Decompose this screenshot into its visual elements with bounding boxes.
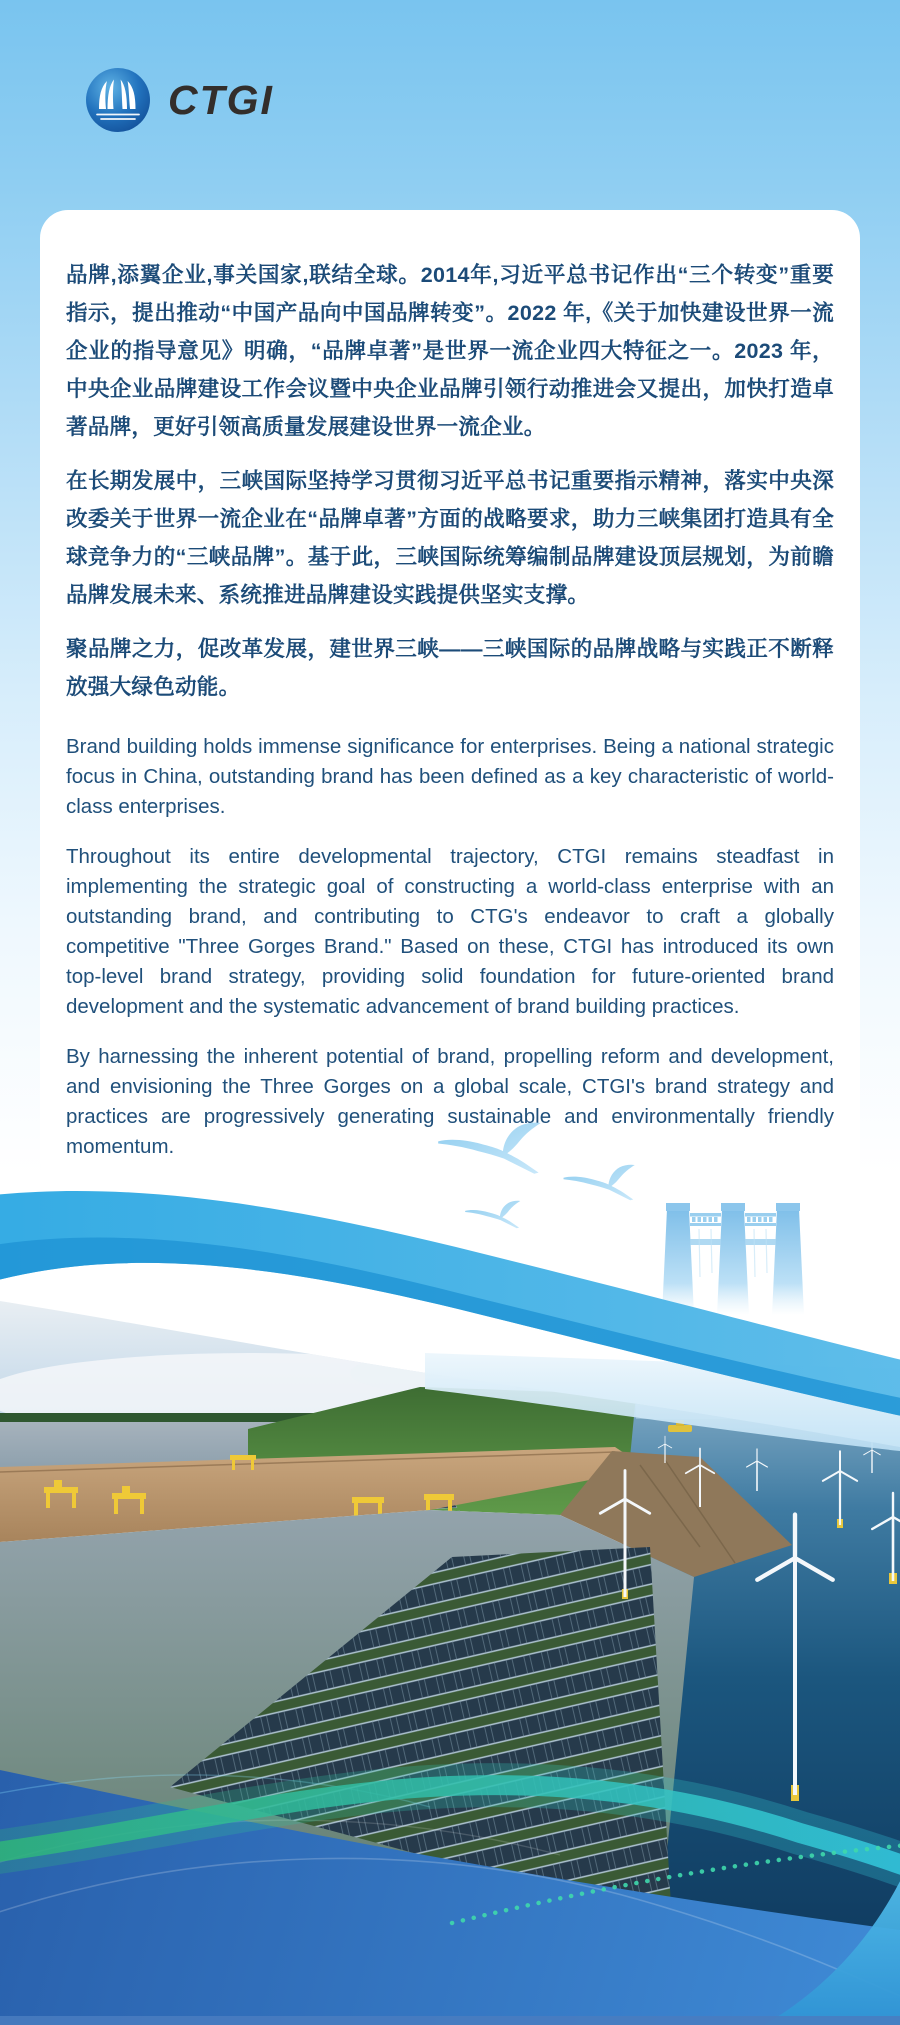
en-paragraph-3: By harnessing the inherent potential of brand, propelling reform and development, and envisioning the Three Gorges on a global scale, CTGI's brand strategy and practices are progressively generating sustainable and environmentally friendly momentum. (66, 1045, 834, 1158)
ctgi-logo (84, 66, 274, 134)
ctgi-globe-dam-icon (84, 66, 152, 134)
cn-paragraph-3: 聚品牌之力，促改革发展，建世界三峡——三峡国际的品牌战略与实践正不断释放强大绿色动能。 (66, 637, 834, 699)
cn-paragraph-1: 品牌,添翼企业,事关国家,联结全球。2014年,习近平总书记作出“三个转变”重要指示，提出推动“中国产品向中国品牌转变”。2022 年,《关于加快建设世界一流企业的指导意见》明确，“品牌卓著”是世界一流企业四大特征之一。2023 年，中央企业品牌建设工作会议暨中央企业品牌引领行动推进会又提出，加快打造卓著品牌，更好引领高质量发展建设世界一流企业。 (66, 263, 834, 439)
content-card (40, 210, 860, 1188)
flying-crane-icon (438, 1123, 635, 1229)
en-paragraph-1: Brand building holds immense significance for enterprises. Being a national strategic focus in China, outstanding brand has been defined as a key characteristic of world-class enterprises. (66, 735, 834, 818)
brand-hero-illustration (0, 1095, 900, 2025)
chinese-text-block (66, 256, 834, 706)
logo-wordmark: CTGI (168, 77, 274, 123)
en-paragraph-2: Throughout its entire developmental trajectory, CTGI remains steadfast in implementing the strategic goal of constructing a world-class enterprise with an outstanding brand, and contributing to CTG's endeavor to craft a globally competitive "Three Gorges Brand." Based on these, CTGI has introduced its own top-level brand strategy, providing solid foundation for future-oriented brand development and the systematic advancement of brand building practices. (66, 845, 834, 1018)
dam-gate-silhouette-icon (662, 1203, 804, 1315)
cn-paragraph-2: 在长期发展中，三峡国际坚持学习贯彻习近平总书记重要指示精神，落实中央深改委关于世界一流企业在“品牌卓著”方面的战略要求，助力三峡集团打造具有全球竞争力的“三峡品牌”。基于此，三峡国际统筹编制品牌建设顶层规划，为前瞻品牌发展未来、系统推进品牌建设实践提供坚实支撑。 (66, 469, 834, 607)
